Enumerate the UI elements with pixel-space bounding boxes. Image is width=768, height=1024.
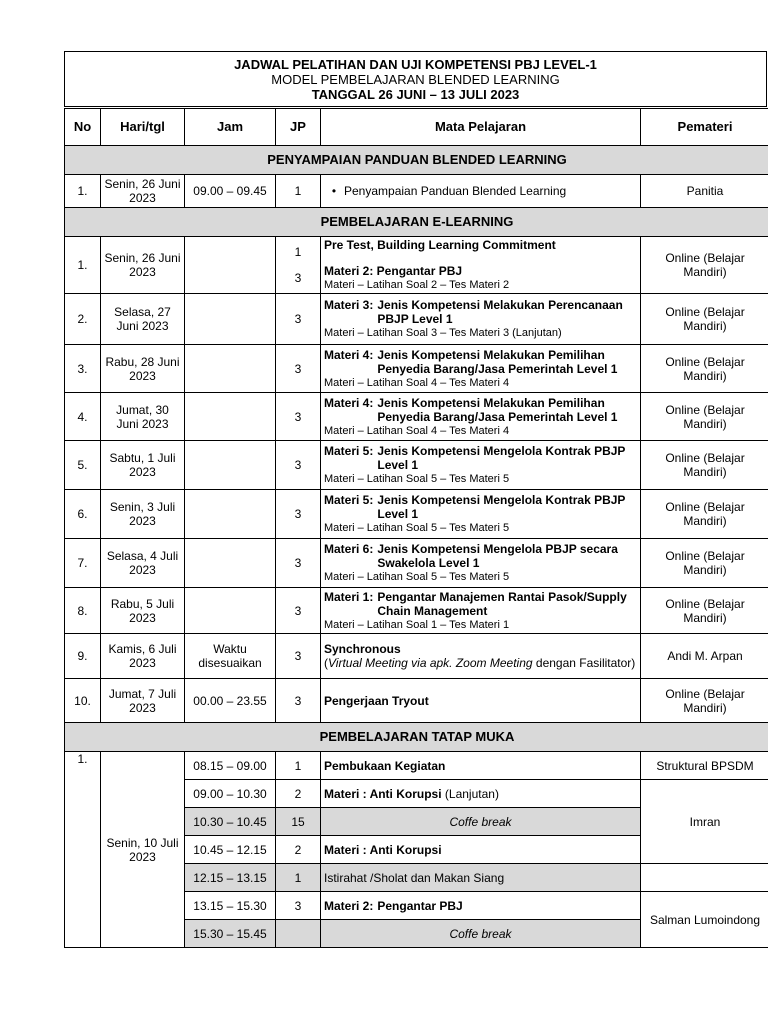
cell-pemateri: Salman Lumoindong [641, 892, 768, 948]
cell-jam: 09.00 – 09.45 [185, 175, 276, 208]
cell-pemateri: Online (Belajar Mandiri) [641, 345, 768, 393]
table-row [65, 539, 768, 588]
section-title: PEMBELAJARAN TATAP MUKA [65, 723, 768, 752]
mapel-title: Jenis Kompetensi Melakukan Pemilihan Penyedia Barang/Jasa Pemerintah Level 1 [377, 347, 618, 376]
mapel-title: Materi : Anti Korupsi [324, 842, 442, 857]
title-line-3: TANGGAL 26 JUNI – 13 JULI 2023 [311, 87, 520, 102]
cell-jp: 15 [276, 808, 321, 836]
cell-jam [185, 294, 276, 345]
cell-no: 2. [65, 294, 101, 345]
cell-pemateri: Online (Belajar Mandiri) [641, 679, 768, 723]
cell-pemateri: Online (Belajar Mandiri) [641, 588, 768, 634]
col-jam: Jam [185, 109, 276, 146]
cell-no: 5. [65, 441, 101, 490]
cell-mapel [321, 237, 641, 294]
mapel-title: Pre Test, Building Learning Commitment [324, 238, 556, 252]
cell-jp: 2 [276, 780, 321, 808]
cell-mapel [321, 175, 641, 208]
table-row [65, 345, 768, 393]
cell-hari: Senin, 3 Juli 2023 [101, 490, 185, 539]
cell-jam [185, 539, 276, 588]
mapel-note: (Lanjutan) [444, 786, 499, 801]
cell-pemateri: Imran [641, 780, 768, 864]
cell-no: 4. [65, 393, 101, 441]
cell-jam: Waktu disesuaikan [185, 634, 276, 679]
cell-jam [185, 237, 276, 294]
table-row [65, 752, 768, 780]
mapel-key: Materi 4: [324, 395, 374, 410]
mapel-title: Materi : Anti Korupsi [324, 786, 442, 801]
jp-b: 3 [294, 271, 302, 285]
mapel-sub: Materi – Latihan Soal 1 – Tes Materi 1 [324, 618, 510, 631]
mapel-title: Jenis Kompetensi Mengelola Kontrak PBJP Level 1 [377, 493, 626, 521]
section-title: PEMBELAJARAN E-LEARNING [65, 208, 768, 237]
cell-hari: Jumat, 30 Juni 2023 [101, 393, 185, 441]
cell-hari: Jumat, 7 Juli 2023 [101, 679, 185, 723]
mapel-title: Pengerjaan Tryout [324, 693, 429, 708]
mapel-key: Materi 5: [324, 444, 374, 458]
cell-jam: 10.45 – 12.15 [185, 836, 276, 864]
mapel-key: Materi 3: [324, 298, 374, 312]
cell-jp: 3 [276, 441, 321, 490]
mapel-sub: Materi – Latihan Soal 4 – Tes Materi 4 [324, 376, 510, 389]
cell-mapel [321, 345, 641, 393]
cell-hari: Senin, 26 Juni 2023 [101, 175, 185, 208]
cell-mapel [321, 679, 641, 723]
cell-jam: 00.00 – 23.55 [185, 679, 276, 723]
cell-jp: 3 [276, 892, 321, 920]
mapel-sub-italic: Virtual Meeting via apk. Zoom Meeting [328, 656, 533, 670]
cell-pemateri [641, 864, 768, 892]
mapel-title: Jenis Kompetensi Melakukan Perencanaan PBJP Level 1 [377, 298, 623, 326]
jp-a: 1 [294, 245, 302, 259]
mapel-title: Pembukaan Kegiatan [324, 758, 446, 773]
section-title: PENYAMPAIAN PANDUAN BLENDED LEARNING [65, 146, 768, 175]
cell-hari: Selasa, 4 Juli 2023 [101, 539, 185, 588]
cell-no: 6. [65, 490, 101, 539]
mapel-title: Jenis Kompetensi Mengelola Kontrak PBJP Level 1 [377, 444, 626, 472]
title-line-2: MODEL PEMBELAJARAN BLENDED LEARNING [271, 72, 560, 87]
cell-jp: 1 [276, 752, 321, 780]
cell-mapel [321, 490, 641, 539]
mapel-key: Materi 2: [324, 898, 374, 913]
cell-jam: 12.15 – 13.15 [185, 864, 276, 892]
section-row [65, 208, 768, 237]
cell-jam [185, 441, 276, 490]
cell-jam [185, 490, 276, 539]
cell-jp: 3 [276, 539, 321, 588]
col-no: No [65, 109, 101, 146]
cell-jp: 2 [276, 836, 321, 864]
mapel-key: Materi 1: [324, 589, 374, 604]
paren-open: ( [324, 656, 328, 670]
cell-mapel: Coffe break [321, 920, 641, 948]
mapel-sub: Materi – Latihan Soal 5 – Tes Materi 5 [324, 522, 510, 534]
cell-pemateri: Online (Belajar Mandiri) [641, 294, 768, 345]
cell-hari: Rabu, 28 Juni 2023 [101, 345, 185, 393]
cell-jam: 08.15 – 09.00 [185, 752, 276, 780]
cell-jam: 15.30 – 15.45 [185, 920, 276, 948]
cell-jam: 09.00 – 10.30 [185, 780, 276, 808]
cell-hari: Selasa, 27 Juni 2023 [101, 294, 185, 345]
cell-mapel [321, 539, 641, 588]
cell-jam: 10.30 – 10.45 [185, 808, 276, 836]
cell-mapel [321, 752, 641, 780]
cell-no: 1. [65, 237, 101, 294]
mapel-sub: Materi – Latihan Soal 3 – Tes Materi 3 (Lanjutan) [324, 327, 562, 339]
table-row [65, 441, 768, 490]
mapel-title: Synchronous [324, 642, 401, 656]
cell-pemateri: Online (Belajar Mandiri) [641, 393, 768, 441]
cell-mapel: Coffe break [321, 808, 641, 836]
cell-pemateri: Online (Belajar Mandiri) [641, 441, 768, 490]
cell-mapel [321, 780, 641, 808]
cell-pemateri: Struktural BPSDM [641, 752, 768, 780]
mapel-sub-rest: dengan Fasilitator) [535, 656, 636, 670]
cell-hari: Rabu, 5 Juli 2023 [101, 588, 185, 634]
document-title [64, 51, 767, 107]
cell-pemateri: Panitia [641, 175, 768, 208]
mapel-key: Materi 6: [324, 542, 374, 556]
cell-jam [185, 393, 276, 441]
cell-jp: 3 [276, 588, 321, 634]
mapel-sub: Materi – Latihan Soal 5 – Tes Materi 5 [324, 571, 510, 583]
cell-pemateri: Online (Belajar Mandiri) [641, 237, 768, 294]
col-hari: Hari/tgl [101, 109, 185, 146]
cell-hari: Senin, 10 Juli 2023 [101, 752, 185, 948]
cell-hari: Senin, 26 Juni 2023 [101, 237, 185, 294]
mapel-key: Materi 4: [324, 347, 374, 362]
section-row [65, 146, 768, 175]
col-pemateri: Pemateri [641, 109, 768, 146]
mapel-text: Penyampaian Panduan Blended Learning [344, 184, 567, 198]
mapel-title: Pengantar Manajemen Rantai Pasok/Supply Chain Management [377, 589, 627, 618]
cell-jp: 1 [276, 175, 321, 208]
cell-jp [276, 920, 321, 948]
mapel-key: Materi 5: [324, 493, 374, 507]
cell-jp: 3 [276, 345, 321, 393]
table-header-row [65, 109, 768, 146]
table-row [65, 679, 768, 723]
cell-mapel: Istirahat /Sholat dan Makan Siang [321, 864, 641, 892]
cell-no: 8. [65, 588, 101, 634]
cell-mapel [321, 892, 641, 920]
table-row [65, 490, 768, 539]
cell-mapel [321, 294, 641, 345]
section-row [65, 723, 768, 752]
cell-no: 10. [65, 679, 101, 723]
table-row [65, 237, 768, 294]
title-line-1: JADWAL PELATIHAN DAN UJI KOMPETENSI PBJ LEVEL-1 [234, 57, 597, 72]
mapel-sub: Materi – Latihan Soal 4 – Tes Materi 4 [324, 424, 510, 437]
mapel-title: Pengantar PBJ [377, 898, 463, 913]
table-row [65, 634, 768, 679]
cell-jp [276, 237, 321, 294]
col-jp: JP [276, 109, 321, 146]
cell-mapel [321, 393, 641, 441]
mapel-title: Jenis Kompetensi Mengelola PBJP secara Swakelola Level 1 [377, 542, 618, 570]
cell-mapel [321, 836, 641, 864]
table-row [65, 588, 768, 634]
bullet-icon: • [331, 184, 337, 198]
cell-pemateri: Online (Belajar Mandiri) [641, 539, 768, 588]
table-row [65, 294, 768, 345]
cell-mapel [321, 588, 641, 634]
cell-jam: 13.15 – 15.30 [185, 892, 276, 920]
cell-pemateri: Andi M. Arpan [641, 634, 768, 679]
cell-pemateri: Online (Belajar Mandiri) [641, 490, 768, 539]
cell-jp: 3 [276, 634, 321, 679]
cell-jp: 3 [276, 679, 321, 723]
cell-mapel [321, 441, 641, 490]
mapel-title: Jenis Kompetensi Melakukan Pemilihan Penyedia Barang/Jasa Pemerintah Level 1 [377, 395, 618, 424]
cell-jp: 3 [276, 393, 321, 441]
mapel-title-2: Materi 2: Pengantar PBJ [324, 264, 463, 278]
cell-no: 1. [65, 752, 101, 948]
cell-no: 7. [65, 539, 101, 588]
mapel-sub: Materi – Latihan Soal 5 – Tes Materi 5 [324, 473, 510, 485]
cell-no: 1. [65, 175, 101, 208]
table-row [65, 393, 768, 441]
cell-jp: 1 [276, 864, 321, 892]
cell-jam [185, 588, 276, 634]
cell-hari: Sabtu, 1 Juli 2023 [101, 441, 185, 490]
cell-no: 9. [65, 634, 101, 679]
cell-no: 3. [65, 345, 101, 393]
cell-hari: Kamis, 6 Juli 2023 [101, 634, 185, 679]
schedule-table [64, 108, 768, 948]
col-mapel: Mata Pelajaran [321, 109, 641, 146]
cell-mapel [321, 634, 641, 679]
cell-jp: 3 [276, 490, 321, 539]
cell-jam [185, 345, 276, 393]
table-row [65, 175, 768, 208]
mapel-sub: Materi – Latihan Soal 2 – Tes Materi 2 [324, 279, 510, 291]
cell-jp: 3 [276, 294, 321, 345]
